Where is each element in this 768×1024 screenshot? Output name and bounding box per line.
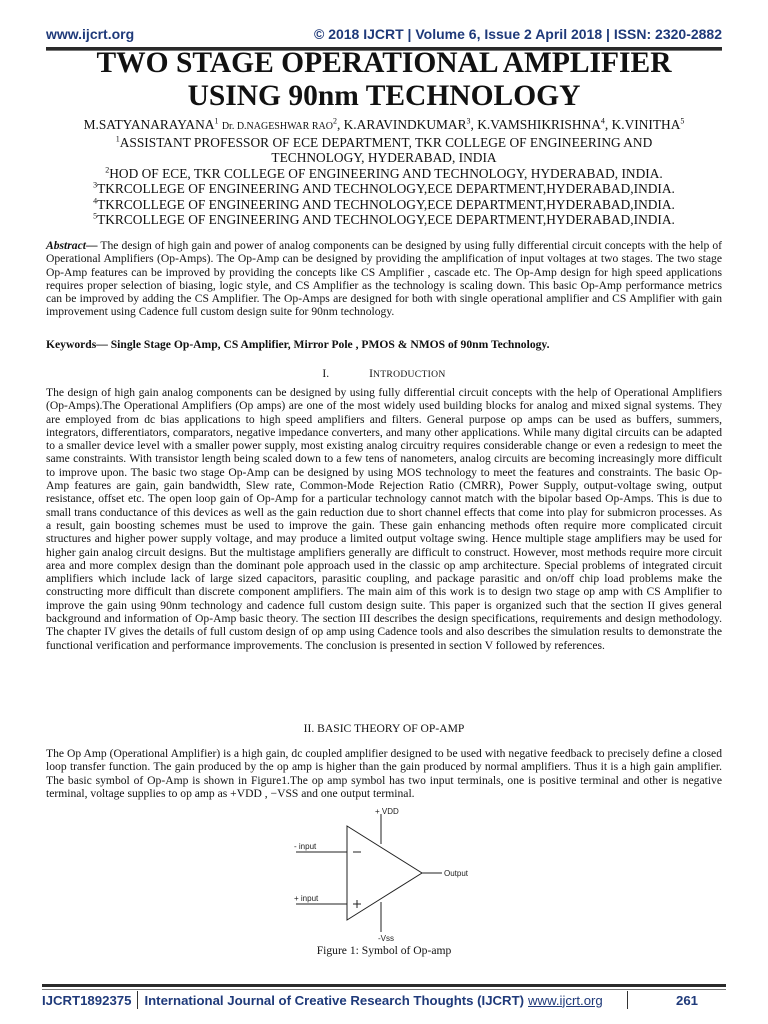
- author-1-sup: 1: [214, 116, 219, 126]
- page-number: 261: [675, 992, 698, 1008]
- vdd-label: + VDD: [375, 808, 399, 816]
- title-line-1: TWO STAGE OPERATIONAL AMPLIFIER: [96, 47, 672, 79]
- header-site-link[interactable]: www.ijcrt.org: [46, 26, 135, 42]
- author-1: M.SATYANARAYANA: [83, 117, 215, 132]
- author-4: K.VAMSHIKRISHNA: [477, 117, 601, 132]
- paper-title: [40, 47, 728, 113]
- figure-caption: Figure 1: Symbol of Op-amp: [316, 944, 452, 957]
- footer-separator: [137, 991, 138, 1009]
- affiliation-5: [40, 212, 728, 228]
- footer-site-link[interactable]: www.ijcrt.org: [528, 992, 603, 1008]
- section-first-letter: I: [369, 367, 374, 380]
- basic-theory-text: The Op Amp (Operational Amplifier) is a high gain, dc coupled amplifier designed to be used with negative feedback to precisely define a closed loop transfer function. The gain produced by the op amp is higher than the gain produced by normal amplifiers. Thus it is a high gain amplifier. The basic symbol of Op-Amp is shown in Figure1.The op amp symbol has two input terminals, one is positive terminal and other is negative terminal, voltage supplies to op amp as +VDD , −VSS and one output terminal.: [46, 747, 722, 800]
- op-amp-triangle: [347, 826, 422, 920]
- affiliation-4: [40, 197, 728, 213]
- author-4-sup: 4: [600, 116, 605, 126]
- op-amp-symbol-figure: [282, 808, 482, 943]
- author-3-sup: 3: [466, 116, 471, 126]
- section-heading-basic-theory: II. BASIC THEORY OF OP-AMP: [303, 722, 465, 735]
- affiliation-4-text: TKRCOLLEGE OF ENGINEERING AND TECHNOLOGY,ECE DEPARTMENT,HYDERABAD,INDIA.: [97, 196, 675, 212]
- aff-3-sup: 3: [93, 180, 98, 190]
- footer-paper-id: IJCRT1892375: [42, 992, 132, 1008]
- author-5-sup: 5: [680, 116, 685, 126]
- footer-rule: [42, 984, 726, 987]
- author-2: Dr. D.NAGESHWAR RAO: [221, 121, 333, 132]
- aff-5-sup: 5: [93, 211, 98, 221]
- section-heading-introduction: [46, 367, 722, 380]
- minus-input-label: - input: [294, 842, 317, 851]
- author-line: M.SATYANARAYANA$^1$ Dr. D.NAGESHWAR RAO$^2$, K.ARAVINDKUMAR$^3$, K.VAMSHIKRISHNA$^4$, K.VINITHA$^5$: [83, 116, 685, 132]
- keywords: Keywords— Single Stage Op-Amp, CS Amplifier, Mirror Pole , PMOS & NMOS of 90nm Technology.: [46, 338, 550, 351]
- author-3: K.ARAVINDKUMAR: [343, 117, 467, 132]
- plus-input-label: + input: [294, 894, 319, 903]
- header-issue-info: © 2018 IJCRT | Volume 6, Issue 2 April 2018 | ISSN: 2320-2882: [313, 26, 722, 42]
- author-5: K.VINITHA: [611, 117, 681, 132]
- title-line-2: USING 90nm TECHNOLOGY: [187, 80, 581, 112]
- footer-journal-name: International Journal of Creative Research Thoughts (IJCRT): [144, 992, 525, 1008]
- aff-2-sup: 2: [105, 165, 110, 175]
- abstract-text: The design of high gain and power of analog components can be designed by using fully differential circuit concepts with the help of Operational Amplifiers (Op-Amps). The Op-Amp can be designed by providing the amplification of input voltages at two stages. The two stage Op-Amp features can be improved by providing the concepts like CS Amplifier , cascade etc. The Op-Amp design for high speed applications requires proper selection of biasing, logic style, and CS Amplifier as the technology is scaling down. This basic Op-Amp performance metrics can be improved by adding the CS Amplifier. The Op-Amps are designed for both with single operational amplifier and CS Amplifier with gain improvement using Cadence full custom design suite for 90nm technology.: [46, 239, 722, 319]
- affiliation-1: [40, 135, 728, 151]
- introduction-text: The design of high gain analog components can be designed by using fully differential circuit concepts with the help of Operational Amplifiers (Op-Amps).The Operational Amplifiers (Op amps) are one of the most widely used building blocks for analog and mixed signal systems. They are employed from dc bias applications to high speed amplifiers and filters. General purpose op amps can be used as buffers, summers, integrators, differentiators, comparators, negative impedance converters, and many other applications. While many digital circuits can be adapted to a smaller device level with a smaller power supply, most existing analog circuitry requires considerable change or even a redesign to meet the same constraints. With transistor length being scaled down to a few tens of nanometers, analog circuits are becoming increasingly more difficult to improve upon. The basic two stage Op-Amp can be designed by using MOS technology to meet the features and constraints. The basic Op-Amp features are gain, gain bandwidth, Slew rate, Common-Mode Rejection Ratio (CMRR), Power Supply, output-voltage swing, output resistance, offset etc. The open loop gain of Op-Amp for a particular technology cannot match with the bipolar based Op-Amps. This is due to small trans conductance of this devices as well as the gain reduction due to short channel effects that come into play for submicron processes. As a result, gain boosting schemes must be used to improve the gain. These gain enhancing methods often require more complicated circuit structures and higher power supply voltage, and may produce a limited output voltage swing. Hence multiple stage amplifiers may be used for higher gain analog circuit designs. But the multistage amplifiers generally are difficult to construct. However, most methods require more circuit area and more complex design than the dominant pole approach used in the classic op amp architecture. Special problems of integrated circuit amplifiers which include lack of large sized capacitors, parasitic coupling, and package parasitic and on/off chip load problems make the constructing more difficult than discrete component amplifiers. The main aim of this work is to design two stage op amp with CS Amplifier to improve the gain using 90nm technology and cadence full custom design suite. This paper is organized such that the section II gives general background and information of Op-Amp basic theory. The section III describes the design specifications, requirements and design methodology. The chapter IV gives the details of full custom design of op amp using Cadence tools and also describes the simulation results to demonstrate the functional verification and performance improvements. The conclusion is presented in section V followed by references.: [46, 386, 722, 652]
- running-header: [46, 24, 722, 44]
- affiliation-1b: TECHNOLOGY, HYDERABAD, INDIA: [271, 150, 497, 165]
- aff-1-sup: 1: [115, 134, 120, 144]
- running-footer: [42, 989, 726, 1011]
- affiliation-5-text: TKRCOLLEGE OF ENGINEERING AND TECHNOLOGY,ECE DEPARTMENT,HYDERABAD,INDIA.: [97, 212, 675, 227]
- abstract: [46, 239, 722, 319]
- vss-label: -Vss: [378, 934, 394, 943]
- section-rest: NTRODUCTION: [373, 369, 446, 380]
- output-label: Output: [444, 869, 469, 878]
- affiliation-1-line-a: ASSISTANT PROFESSOR OF ECE DEPARTMENT, TKR COLLEGE OF ENGINEERING AND: [119, 134, 653, 150]
- footer-separator-2: [627, 991, 628, 1009]
- affiliation-3: [40, 181, 728, 197]
- affiliation-2-text: HOD OF ECE, TKR COLLEGE OF ENGINEERING AND TECHNOLOGY, HYDERABAD, INDIA.: [109, 165, 663, 181]
- abstract-label: Abstract—: [46, 239, 98, 252]
- affiliation-2: [40, 166, 728, 182]
- author-block: [40, 117, 728, 228]
- aff-4-sup: 4: [93, 196, 98, 206]
- section-number: I.: [322, 367, 330, 380]
- affiliation-3-text: TKRCOLLEGE OF ENGINEERING AND TECHNOLOGY,ECE DEPARTMENT,HYDERABAD,INDIA.: [97, 181, 675, 196]
- author-2-sup: 2: [332, 116, 337, 126]
